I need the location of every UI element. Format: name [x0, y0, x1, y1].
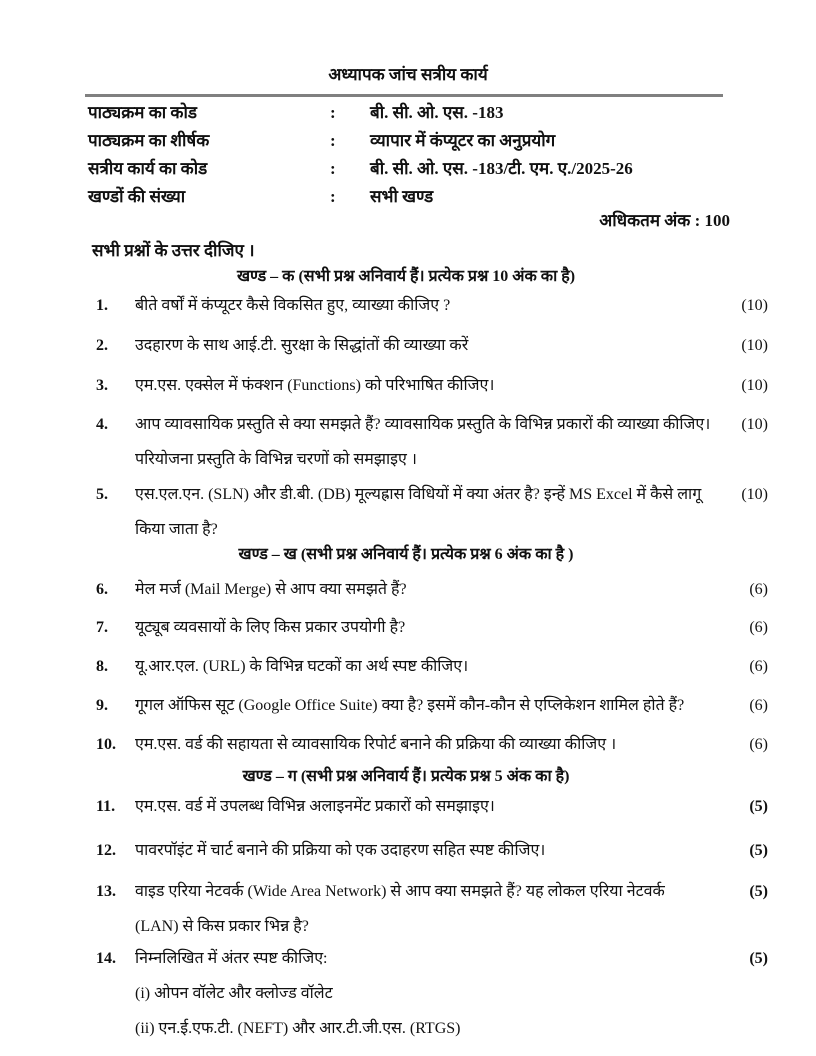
- question-marks: (10): [741, 377, 768, 394]
- question-number: 13.: [96, 883, 116, 900]
- page-title: अध्यापक जांच सत्रीय कार्य: [328, 65, 488, 84]
- question-marks: (6): [749, 581, 768, 598]
- question-text-line: एम.एस. वर्ड में उपलब्ध विभिन्न अलाइनमेंट प्रकारों को समझाइए।: [135, 798, 495, 815]
- question-text-line: एम.एस. वर्ड की सहायता से व्यावसायिक रिपोर्ट बनाने की प्रक्रिया की व्याख्या कीजिए ।: [135, 736, 617, 753]
- course-code-row: [88, 101, 768, 125]
- question-text-line: (LAN) से किस प्रकार भिन्न है?: [135, 918, 309, 935]
- question-row-9: [96, 688, 768, 723]
- assignment-code-row: [88, 157, 768, 181]
- question-text-line: वाइड एरिया नेटवर्क (Wide Area Network) से आप क्या समझते हैं? यह लोकल एरिया नेटवर्क: [135, 883, 665, 900]
- colon-separator: :: [330, 103, 336, 122]
- question-text: [135, 407, 712, 477]
- question-marks: (10): [741, 337, 768, 354]
- question-number: 1.: [96, 297, 108, 314]
- question-row-4: [96, 407, 768, 477]
- course-title-label: पाठ्यक्रम का शीर्षक: [88, 131, 210, 150]
- question-row-5: [96, 477, 768, 547]
- sections-count-label: खण्डों की संख्या: [88, 187, 186, 206]
- assignment-code-value: बी. सी. ओ. एस. -183/टी. एम. ए./2025-26: [370, 159, 633, 178]
- question-text: [135, 328, 712, 363]
- question-text-line: यूट्यूब व्यवसायों के लिए किस प्रकार उपयोगी है?: [135, 619, 406, 636]
- question-row-7: [96, 610, 768, 645]
- question-text: [135, 789, 712, 824]
- question-text-line: (i) ओपन वॉलेट और क्लोज्ड वॉलेट: [135, 985, 333, 1002]
- question-text-line: उदहारण के साथ आई.टी. सुरक्षा के सिद्धांतों की व्याख्या करें: [135, 337, 469, 354]
- question-row-1: [96, 288, 768, 323]
- colon-separator: :: [330, 159, 336, 178]
- section-b-header: खण्ड – ख (सभी प्रश्न अनिवार्य हैं। प्रत्येक प्रश्न 6 अंक का है ): [238, 546, 574, 563]
- question-text: [135, 688, 712, 723]
- question-text: [135, 368, 712, 403]
- question-marks: (10): [741, 486, 768, 503]
- header-divider-rule: [85, 94, 723, 97]
- question-text-line: यू.आर.एल. (URL) के विभिन्न घटकों का अर्थ स्पष्ट कीजिए।: [135, 658, 469, 675]
- question-number: 4.: [96, 416, 108, 433]
- question-row-14: [96, 941, 768, 1046]
- question-text-line: एम.एस. एक्सेल में फंक्शन (Functions) को परिभाषित कीजिए।: [135, 377, 495, 394]
- question-number: 11.: [96, 798, 116, 815]
- question-row-12: [96, 833, 768, 868]
- max-marks-label: अधिकतम अंक : 100: [599, 211, 730, 230]
- question-number: 3.: [96, 377, 108, 394]
- question-marks: (5): [749, 842, 768, 859]
- question-marks: (6): [749, 619, 768, 636]
- sections-count-value: सभी खण्ड: [370, 187, 434, 206]
- question-row-13: [96, 874, 768, 944]
- question-text: [135, 727, 712, 762]
- question-marks: (5): [749, 798, 768, 815]
- question-number: 14.: [96, 950, 116, 967]
- question-text-line: निम्नलिखित में अंतर स्पष्ट कीजिए:: [135, 950, 328, 967]
- colon-separator: :: [330, 131, 336, 150]
- question-marks: (6): [749, 658, 768, 675]
- question-text: [135, 874, 712, 944]
- question-number: 12.: [96, 842, 116, 859]
- section-c-header: खण्ड – ग (सभी प्रश्न अनिवार्य हैं। प्रत्येक प्रश्न 5 अंक का है): [242, 768, 570, 785]
- question-number: 9.: [96, 697, 108, 714]
- question-number: 6.: [96, 581, 108, 598]
- question-text-line: किया जाता है?: [135, 521, 218, 538]
- question-marks: (5): [749, 883, 768, 900]
- question-text: [135, 477, 712, 547]
- question-number: 2.: [96, 337, 108, 354]
- question-row-2: [96, 328, 768, 363]
- section-a-header: खण्ड – क (सभी प्रश्न अनिवार्य हैं। प्रत्येक प्रश्न 10 अंक का है): [236, 268, 576, 285]
- question-row-3: [96, 368, 768, 403]
- question-row-11: [96, 789, 768, 824]
- question-number: 8.: [96, 658, 108, 675]
- question-text-line: मेल मर्ज (Mail Merge) से आप क्या समझते हैं?: [135, 581, 407, 598]
- answer-all-instruction: सभी प्रश्नों के उत्तर दीजिए ।: [92, 241, 255, 260]
- question-row-8: [96, 649, 768, 684]
- question-text-line: (ii) एन.ई.एफ.टी. (NEFT) और आर.टी.जी.एस. (RTGS): [135, 1020, 461, 1037]
- question-text: [135, 572, 712, 607]
- question-marks: (5): [749, 950, 768, 967]
- question-number: 10.: [96, 736, 116, 753]
- question-marks: (6): [749, 736, 768, 753]
- question-text: [135, 833, 712, 868]
- question-text-line: एस.एल.एन. (SLN) और डी.बी. (DB) मूल्यह्रास विधियों में क्या अंतर है? इन्हें MS Excel में कैसे लागू: [135, 486, 702, 503]
- question-marks: (10): [741, 297, 768, 314]
- question-marks: (6): [749, 697, 768, 714]
- question-text-line: बीते वर्षों में कंप्यूटर कैसे विकसित हुए, व्याख्या कीजिए ?: [135, 297, 451, 314]
- colon-separator: :: [330, 187, 336, 206]
- course-title-row: [88, 129, 768, 153]
- question-row-10: [96, 727, 768, 762]
- question-text: [135, 941, 712, 1046]
- sections-count-row: [88, 185, 768, 209]
- question-number: 5.: [96, 486, 108, 503]
- question-text: [135, 649, 712, 684]
- question-number: 7.: [96, 619, 108, 636]
- course-code-value: बी. सी. ओ. एस. -183: [370, 103, 504, 122]
- question-text: [135, 288, 712, 323]
- question-text-line: पावरपॉइंट में चार्ट बनाने की प्रक्रिया को एक उदाहरण सहित स्पष्ट कीजिए।: [135, 842, 546, 859]
- question-text: [135, 610, 712, 645]
- assignment-code-label: सत्रीय कार्य का कोड: [88, 159, 208, 178]
- course-title-value: व्यापार में कंप्यूटर का अनुप्रयोग: [370, 131, 556, 150]
- question-row-6: [96, 572, 768, 607]
- question-text-line: गूगल ऑफिस सूट (Google Office Suite) क्या है? इसमें कौन-कौन से एप्लिकेशन शामिल होते हैं?: [135, 697, 685, 714]
- question-marks: (10): [741, 416, 768, 433]
- question-text-line: परियोजना प्रस्तुति के विभिन्न चरणों को समझाइए ।: [135, 451, 417, 468]
- course-code-label: पाठ्यक्रम का कोड: [88, 103, 197, 122]
- question-text-line: आप व्यावसायिक प्रस्तुति से क्या समझते हैं? व्यावसायिक प्रस्तुति के विभिन्न प्रकारों की व्याख्या कीजिए।: [135, 416, 711, 433]
